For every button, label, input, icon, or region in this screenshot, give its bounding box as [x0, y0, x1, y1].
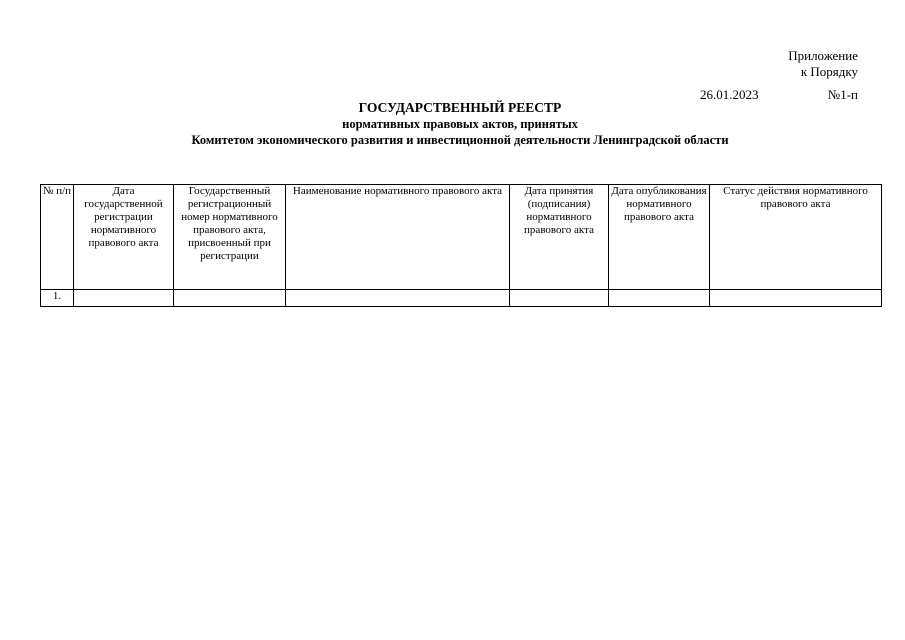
column-header-adoption-date: Дата принятия (подписания) нормативного правового акта — [510, 185, 609, 290]
column-header-registration-number: Государственный регистрационный номер нормативного правового акта, присвоенный при регистрации — [174, 185, 286, 290]
table-cell — [74, 290, 174, 307]
column-header-registration-date: Дата государственной регистрации нормативного правового акта — [74, 185, 174, 290]
table-cell — [609, 290, 710, 307]
table-cell — [710, 290, 882, 307]
title-line-2: нормативных правовых актов, принятых — [342, 117, 578, 131]
title-main: ГОСУДАРСТВЕННЫЙ РЕЕСТР — [358, 100, 562, 115]
document-date: 26.01.2023 — [700, 87, 759, 102]
column-header-publication-date: Дата опубликования нормативного правового акта — [609, 185, 710, 290]
registry-table — [40, 184, 882, 307]
column-header-act-name: Наименование нормативного правового акта — [286, 185, 510, 290]
appendix-line-1: Приложение — [788, 48, 858, 63]
table-row — [41, 290, 882, 307]
document-title — [0, 100, 905, 148]
table-cell — [286, 290, 510, 307]
column-header-status: Статус действия нормативного правового акта — [710, 185, 882, 290]
table-cell: 1. — [41, 290, 74, 307]
table-cell — [174, 290, 286, 307]
appendix-line-2: к Порядку — [800, 64, 858, 79]
document-number: №1-п — [827, 87, 858, 102]
table-header-row — [41, 185, 882, 290]
appendix-note — [788, 48, 858, 80]
title-line-3: Комитетом экономического развития и инвестиционной деятельности Ленинградской области — [191, 133, 729, 147]
table-cell — [510, 290, 609, 307]
column-header-number: № п/п — [41, 185, 74, 290]
